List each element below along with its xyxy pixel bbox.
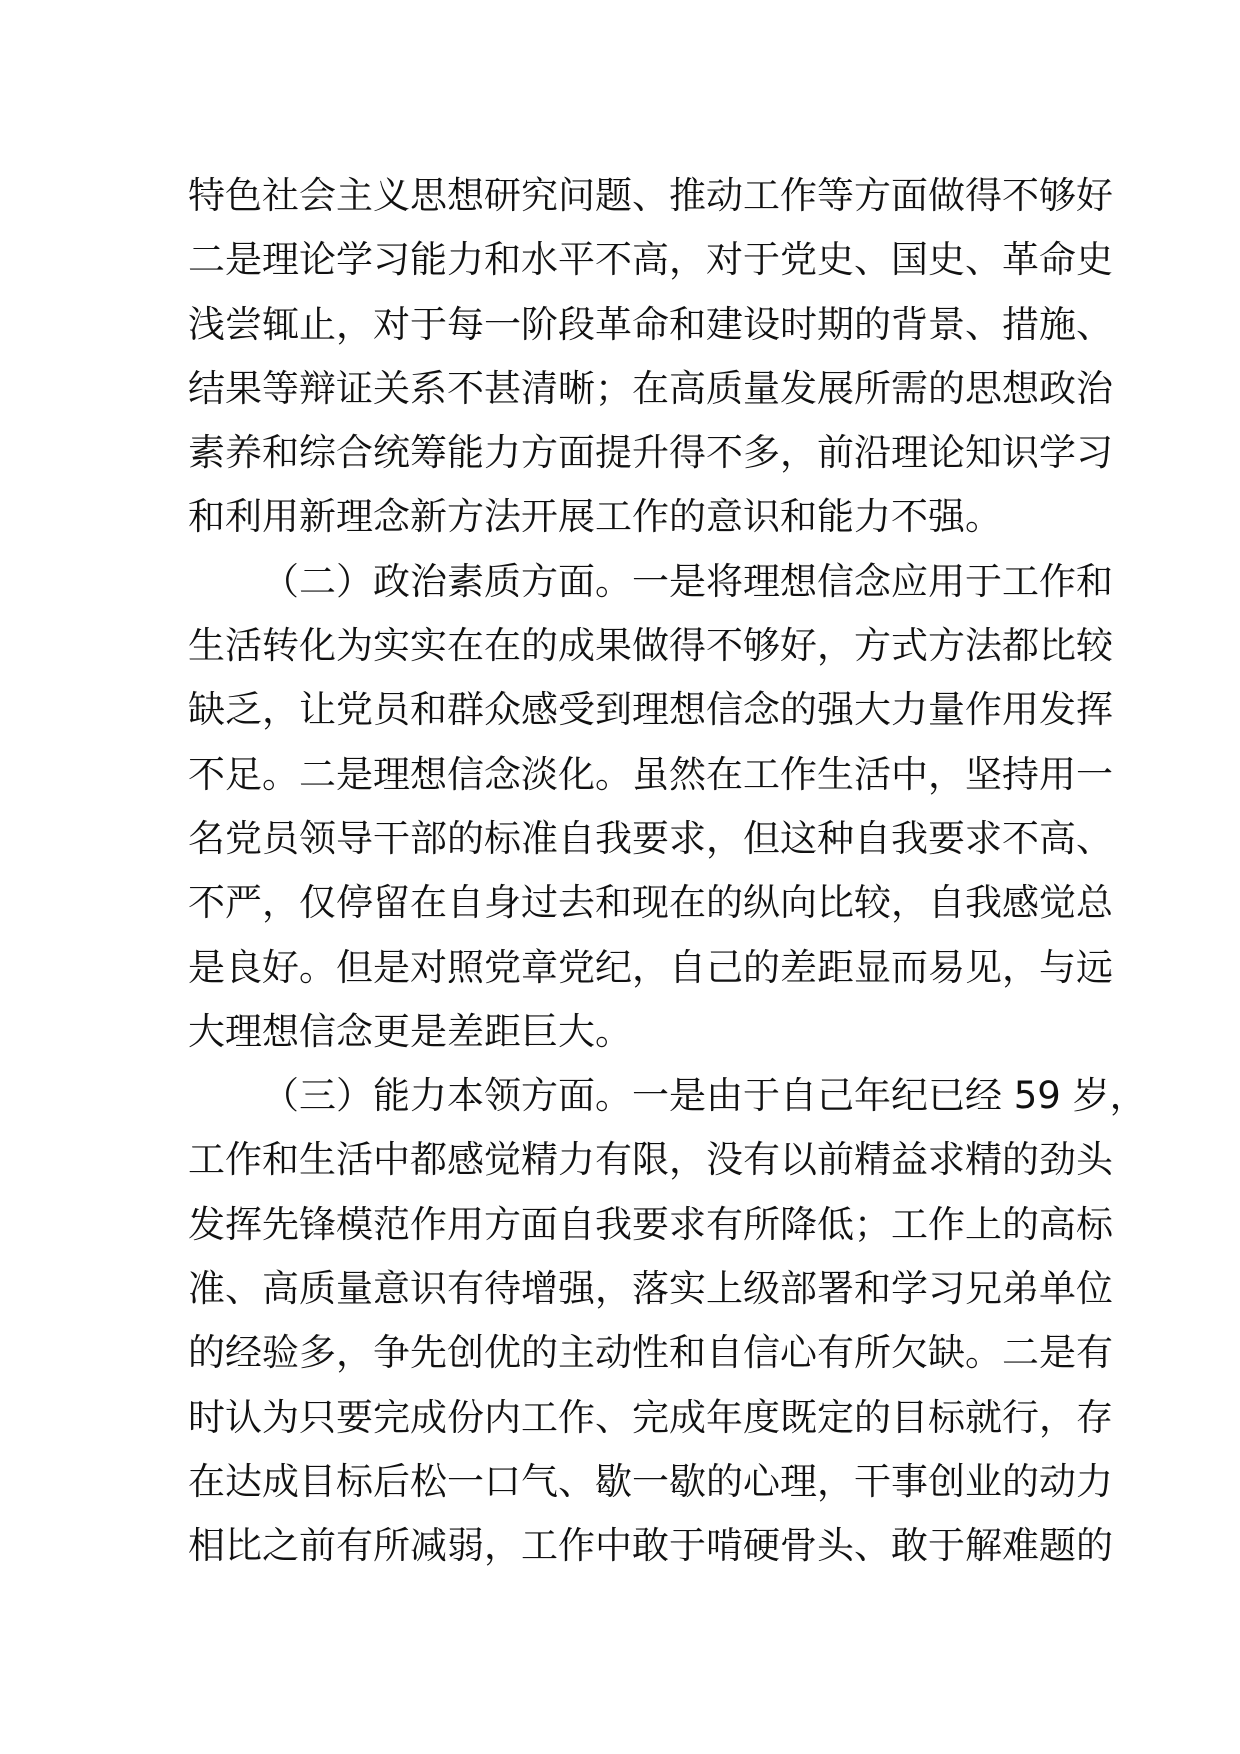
text-line: 结果等辩证关系不甚清晰；在高质量发展所需的思想政治: [188, 366, 1113, 410]
text-line: 缺乏，让党员和群众感受到理想信念的强大力量作用发挥: [188, 688, 1113, 732]
text-line: 大理想信念更是差距巨大。: [188, 1009, 632, 1053]
text-line: 时认为只要完成份内工作、完成年度既定的目标就行，存: [188, 1395, 1113, 1439]
section-heading-line: （二）政治素质方面。一是将理想信念应用于工作和: [262, 559, 1113, 603]
text-line: 发挥先锋模范作用方面自我要求有所降低；工作上的高标: [188, 1202, 1113, 1246]
text-line: 名党员领导干部的标准自我要求，但这种自我要求不高、: [188, 816, 1113, 860]
document-body: [188, 164, 1147, 1579]
text-line: 和利用新理念新方法开展工作的意识和能力不强。: [188, 495, 1002, 539]
text-line: 工作和生活中都感觉精力有限，没有以前精益求精的劲头: [188, 1138, 1113, 1182]
text-line: 准、高质量意识有待增强，落实上级部署和学习兄弟单位: [188, 1267, 1113, 1311]
section-heading-line: （三）能力本领方面。一是由于自己年纪已经 59 岁，: [262, 1074, 1147, 1118]
text-line: 在达成目标后松一口气、歇一歇的心理，干事创业的动力: [188, 1459, 1113, 1503]
text-line: 二是理论学习能力和水平不高，对于党史、国史、革命史: [188, 238, 1113, 282]
text-line: 素养和综合统筹能力方面提升得不多，前沿理论知识学习: [188, 431, 1113, 475]
text-line: 不严，仅停留在自身过去和现在的纵向比较，自我感觉总: [188, 881, 1113, 925]
text-line: 的经验多，争先创优的主动性和自信心有所欠缺。二是有: [188, 1331, 1113, 1375]
text-line: 是良好。但是对照党章党纪，自己的差距显而易见，与远: [188, 945, 1113, 989]
text-line: 不足。二是理想信念淡化。虽然在工作生活中，坚持用一: [188, 752, 1113, 796]
text-line: 特色社会主义思想研究问题、推动工作等方面做得不够好: [188, 174, 1113, 217]
text-line: 浅尝辄止，对于每一阶段革命和建设时期的背景、措施、: [188, 302, 1113, 346]
text-line: 相比之前有所减弱，工作中敢于啃硬骨头、敢于解难题的: [188, 1524, 1113, 1568]
text-line: 生活转化为实实在在的成果做得不够好，方式方法都比较: [188, 624, 1113, 668]
